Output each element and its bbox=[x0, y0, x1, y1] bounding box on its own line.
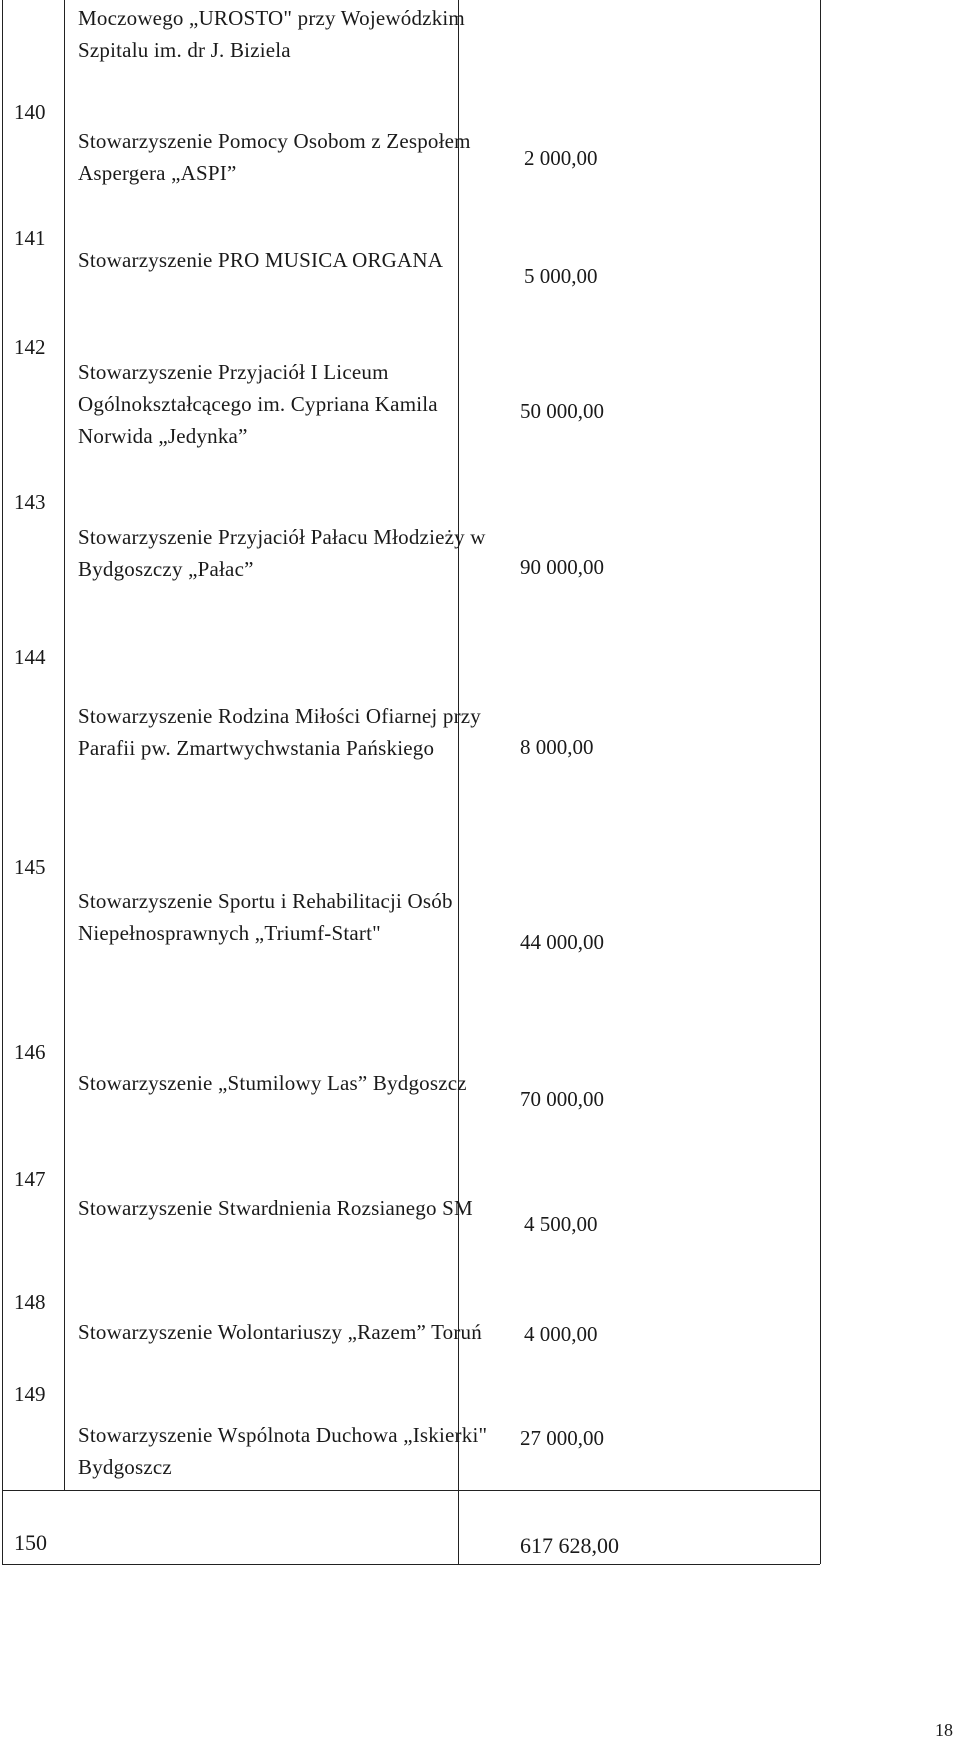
grant-amount: 2 000,00 bbox=[524, 146, 598, 170]
grant-amount: 5 000,00 bbox=[524, 264, 598, 288]
grant-amount: 50 000,00 bbox=[520, 399, 604, 423]
total-row-number: 150 bbox=[14, 1530, 47, 1555]
grant-amount: 44 000,00 bbox=[520, 930, 604, 954]
beneficiary-name: Stowarzyszenie Przyjaciół Pałacu Młodzieży w Bydgoszczy „Pałac” bbox=[78, 525, 486, 581]
row-number: 141 bbox=[14, 226, 46, 250]
beneficiary-name: Stowarzyszenie Pomocy Osobom z Zespołem Aspergera „ASPI” bbox=[78, 129, 471, 185]
column-rule-left bbox=[2, 0, 3, 1564]
row-number: 144 bbox=[14, 645, 46, 669]
grant-amount: 8 000,00 bbox=[520, 735, 594, 759]
row-number: 146 bbox=[14, 1040, 46, 1064]
row-rule bbox=[2, 1490, 820, 1491]
beneficiary-name: Stowarzyszenie „Stumilowy Las” Bydgoszcz bbox=[78, 1071, 467, 1095]
beneficiary-name: Stowarzyszenie Stwardnienia Rozsianego SM bbox=[78, 1196, 473, 1220]
grant-amount: 90 000,00 bbox=[520, 555, 604, 579]
grant-amount: 4 500,00 bbox=[524, 1212, 598, 1236]
grant-amount: 70 000,00 bbox=[520, 1087, 604, 1111]
beneficiary-name: Stowarzyszenie Sportu i Rehabilitacji Osób Niepełnosprawnych „Triumf-Start" bbox=[78, 889, 453, 945]
beneficiary-name: Stowarzyszenie Przyjaciół I Liceum Ogólnokształcącego im. Cypriana Kamila Norwida „Jedynka” bbox=[78, 360, 438, 448]
row-number: 145 bbox=[14, 855, 46, 879]
row-number: 143 bbox=[14, 490, 46, 514]
column-rule-amount bbox=[820, 0, 821, 1564]
row-number: 148 bbox=[14, 1290, 46, 1314]
row-number: 140 bbox=[14, 100, 46, 124]
row-number: 142 bbox=[14, 335, 46, 359]
beneficiary-name: Stowarzyszenie Wolontariuszy „Razem” Toruń bbox=[78, 1320, 482, 1344]
row-number: 147 bbox=[14, 1167, 46, 1191]
row-number: 149 bbox=[14, 1382, 46, 1406]
beneficiary-name: Moczowego „UROSTO" przy Wojewódzkim Szpitalu im. dr J. Biziela bbox=[78, 6, 465, 62]
total-amount: 617 628,00 bbox=[520, 1533, 619, 1558]
grant-amount: 4 000,00 bbox=[524, 1322, 598, 1346]
grant-amount: 27 000,00 bbox=[520, 1426, 604, 1450]
beneficiary-name: Stowarzyszenie Wspólnota Duchowa „Iskierki" Bydgoszcz bbox=[78, 1423, 488, 1479]
row-rule bbox=[2, 1564, 820, 1565]
page-number: 18 bbox=[935, 1720, 953, 1740]
beneficiary-name: Stowarzyszenie PRO MUSICA ORGANA bbox=[78, 248, 444, 272]
beneficiary-name: Stowarzyszenie Rodzina Miłości Ofiarnej przy Parafii pw. Zmartwychwstania Pańskiego bbox=[78, 704, 482, 760]
column-rule-number bbox=[64, 0, 65, 1490]
